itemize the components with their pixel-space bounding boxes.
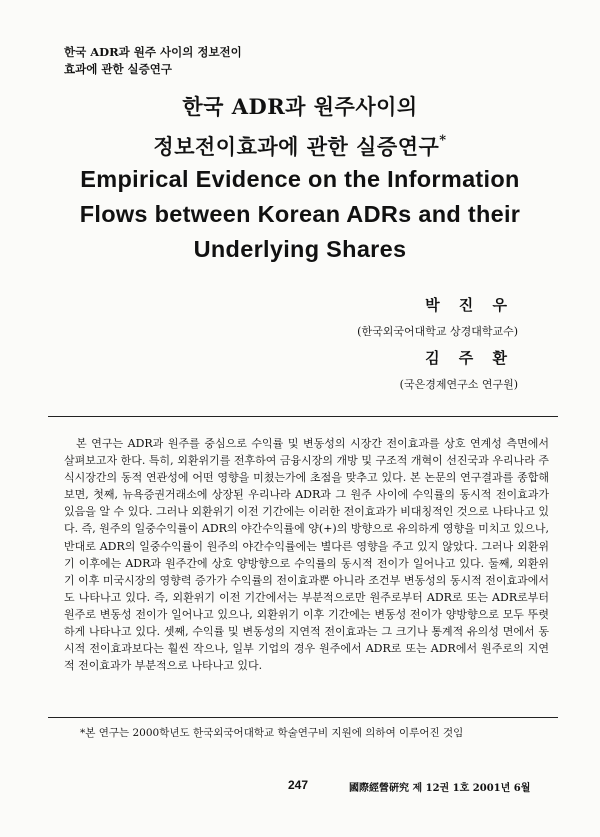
running-head-line-1: 한국 ADR과 원주 사이의 정보전이 <box>64 45 242 59</box>
english-title-line-3: Underlying Shares <box>193 236 407 262</box>
abstract-top-rule <box>48 416 558 417</box>
author-affiliation-2: (국은경제연구소 연구원) <box>399 378 518 391</box>
author-affiliation-1: (한국외국어대학교 상경대학교수) <box>357 325 518 338</box>
abstract-text: 본 연구는 ADR과 원주를 중심으로 수익률 및 변동성의 시장간 전이효과를 상호 연계성 측면에서 살펴보고자 한다. 특히, 외환위기를 전후하여 금융시장의 개방 및 구조적 개혁이 선진국과 우리나라 주식시장간의 동적 연관성에 어떤 영향을 미쳤는가에 초점을 맞추고 있다. 본 논문의 연구결과를 종합해 보면, 첫째, 뉴욕증권거래소에 상장된 우리나라 ADR과 그 원주 사이에 수익률의 동시적 전이효과가 있음을 알 수 있다. 그러나 외환위기 이전 기간에는 이러한 전이효과가 비대칭적인 것으로 나타나고 있다. 즉, 원주의 일중수익률이 ADR의 야간수익률에 양(+)의 방향으로 유의하게 영향을 미치고 있으나, 반대로 ADR의 일중수익률이 원주의 야간수익률에는 별다른 영향을 주고 있지 않았다. 그러나 외환위기 이후에는 ADR과 원주간에 상호 양방향으로 수익률의 동시적 전이가 일어나고 있다. 둘째, 외환위기 이후 미국시장의 영향력 증가가 수익률의 전이효과뿐 아니라 조건부 변동성의 동시적 전이효과에서도 나타나고 있다. 즉, 외환위기 이전 기간에서는 부분적으로만 원주로부터 ADR로 또는 ADR로부터 원주로 변동성 전이가 일어나고 있으나, 외환위기 이후 기간에는 변동성 전이가 양방향으로 모두 뚜렷하게 나타나고 있다. 셋째, 수익률 및 변동성의 지연적 전이효과는 그 크기나 통계적 유의성 면에서 동시적 전이효과보다는 훨씬 작으나, 일부 기업의 경우 원주에서 ADR로 또는 ADR에서 원주로의 지연적 전이효과가 부분적으로 나타나고 있다. <box>64 437 549 673</box>
korean-title-line-2-text: 정보전이효과에 관한 실증연구 <box>153 134 440 159</box>
footnote-mark: * <box>439 133 447 148</box>
journal-citation: 國際經營硏究 제 12권 1호 2001년 6월 <box>349 783 531 794</box>
running-head-line-2: 효과에 관한 실증연구 <box>64 62 172 76</box>
footnote: *본 연구는 2000학년도 한국외국어대학교 학술연구비 지원에 의하여 이루어진 것임 <box>80 727 464 739</box>
running-head <box>64 44 242 78</box>
korean-title-line-2 <box>0 131 600 161</box>
english-title-line-2: Flows between Korean ADRs and their <box>79 201 521 227</box>
english-title-line-1: Empirical Evidence on the Information <box>80 166 520 192</box>
author-name-2: 김 주 환 <box>425 349 514 367</box>
korean-title-line-1: 한국 ADR과 원주사이의 <box>182 94 418 119</box>
page-number: 247 <box>288 778 309 792</box>
abstract-bottom-rule <box>48 717 558 718</box>
author-name-1: 박 진 우 <box>425 296 514 314</box>
